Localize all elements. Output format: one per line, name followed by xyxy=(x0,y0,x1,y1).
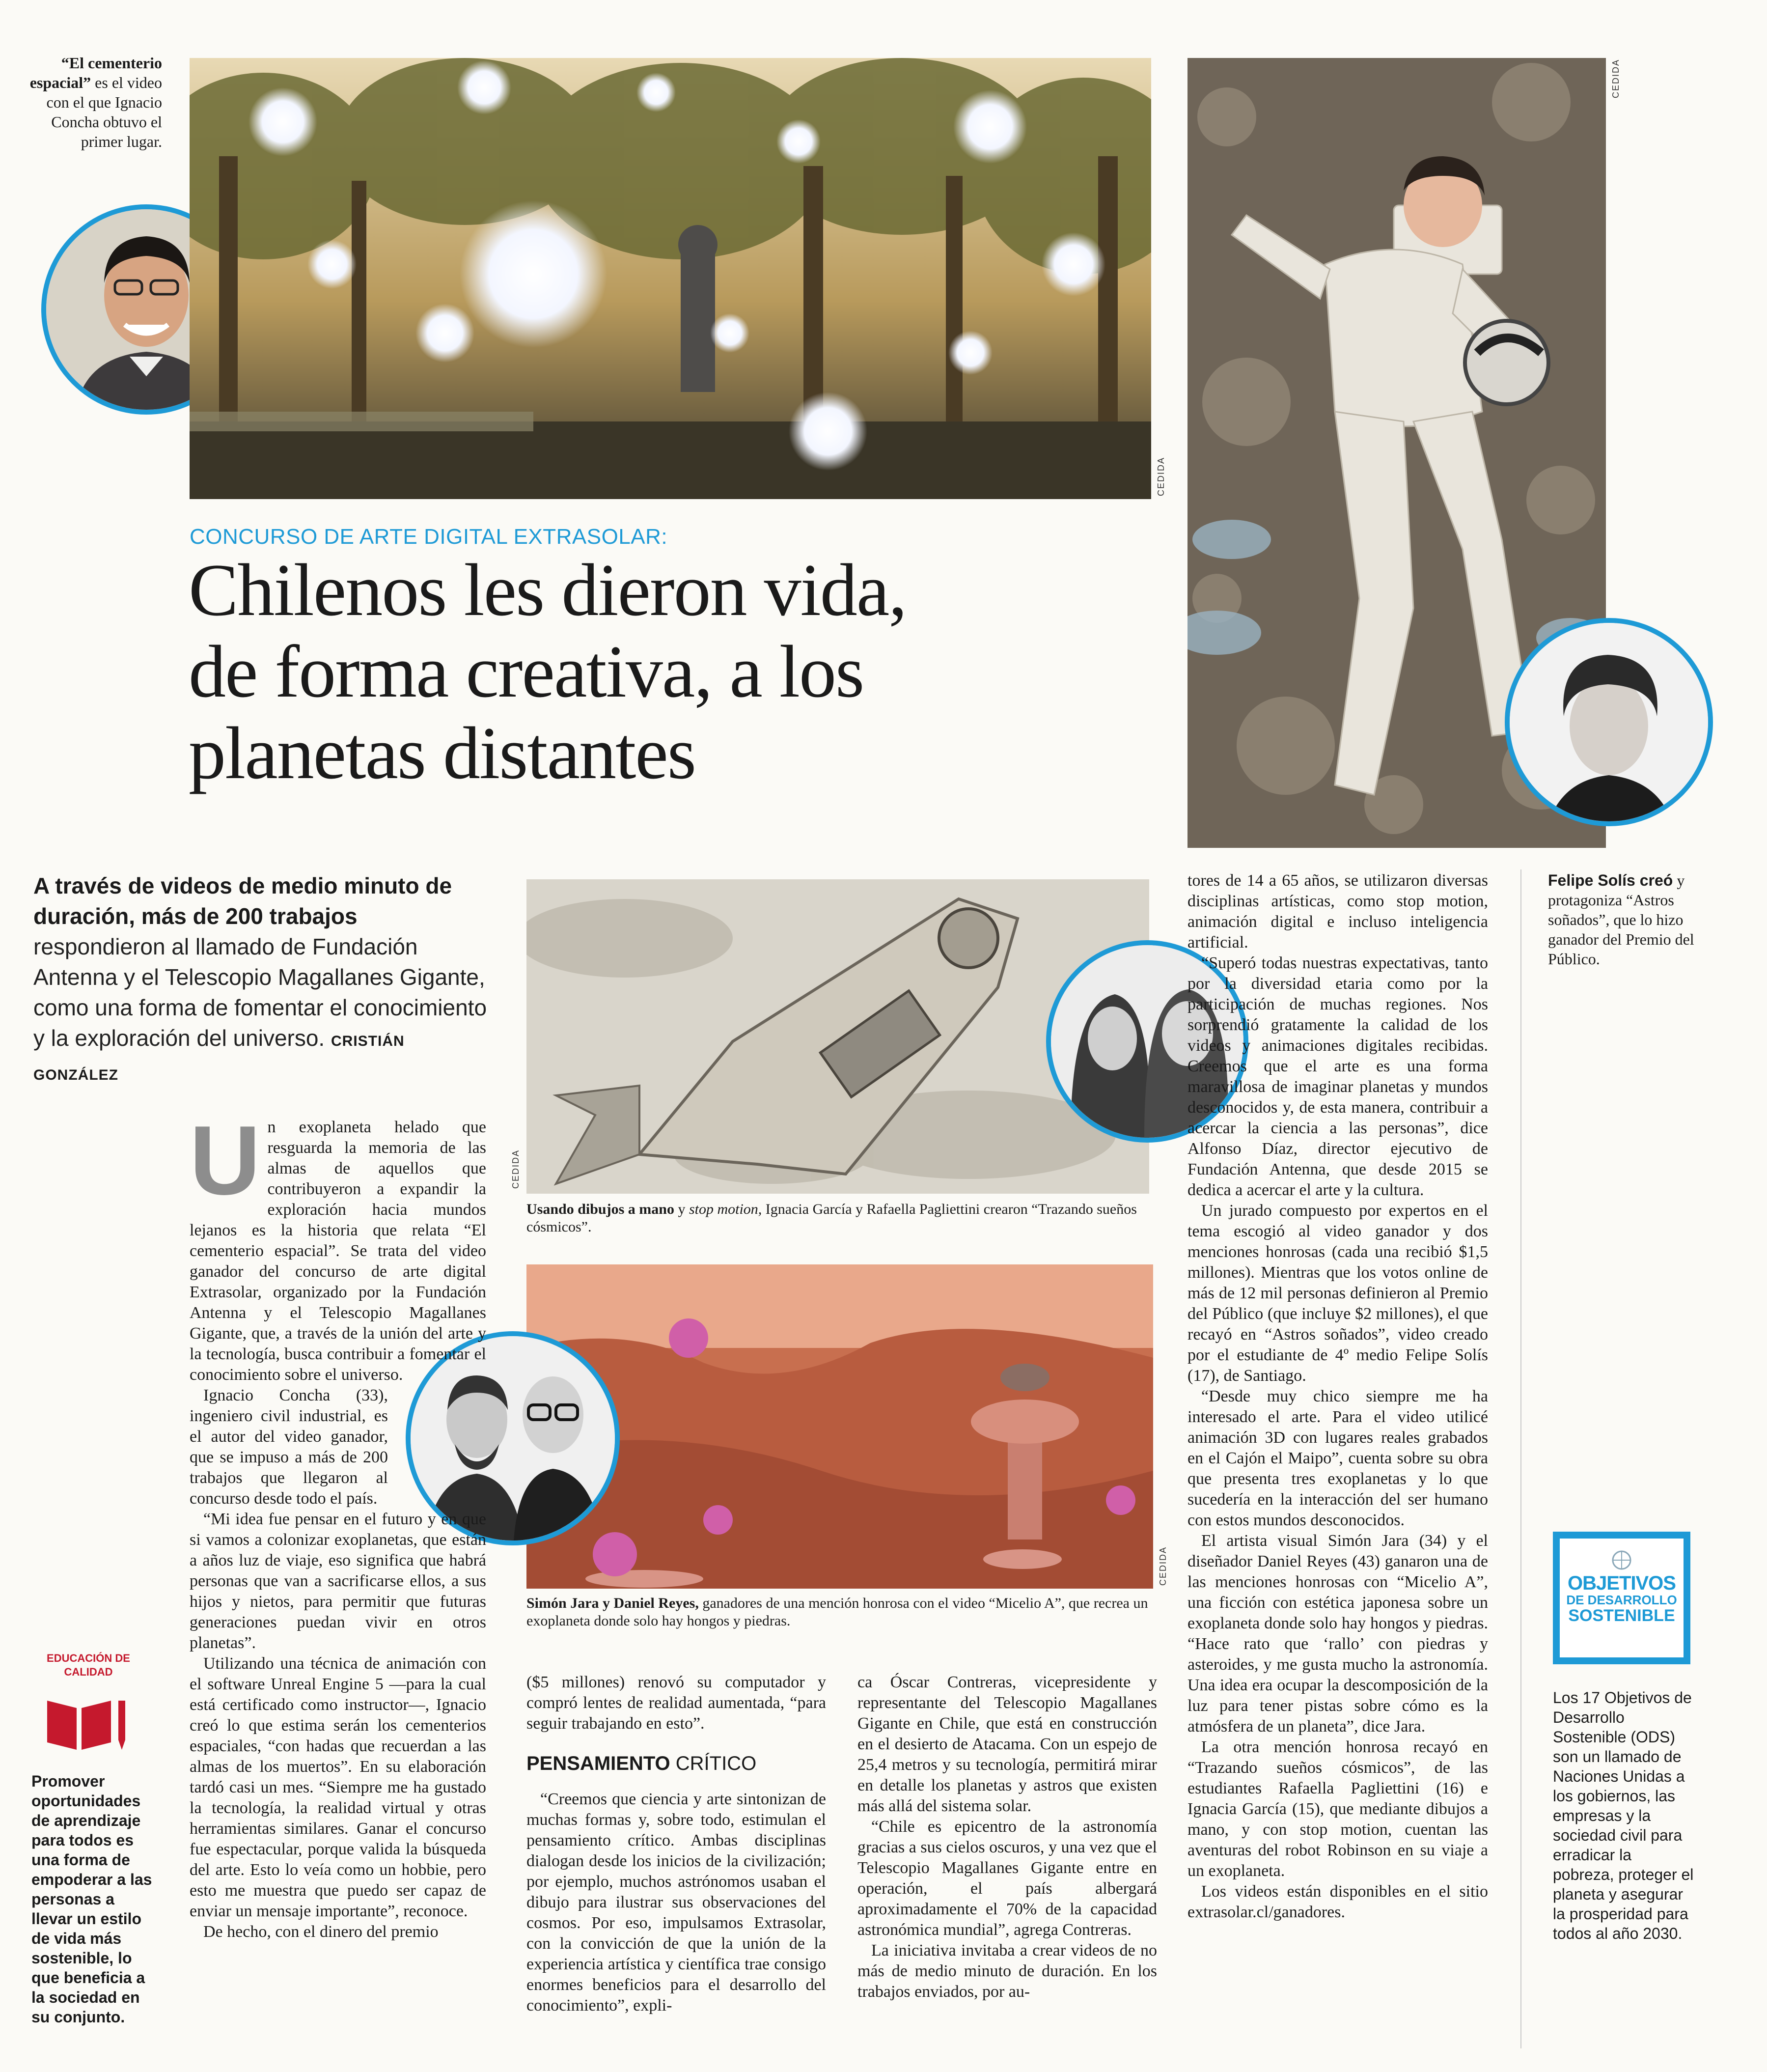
caption-rocket-y: y xyxy=(678,1201,686,1217)
col4-paragraph-1: tores de 14 a 65 años, se utilizaron diversas disciplinas artísticas, como stop motion, animación digital e incluso inteligencia artificial. xyxy=(1187,871,1488,952)
article-column-2 xyxy=(526,1672,826,2016)
ods-education-tag-text: EDUCACIÓN DE CALIDAD xyxy=(47,1652,130,1678)
col4-paragraph-3: Un jurado compuesto por expertos en el tema escogió al video ganador y dos menciones honrosas (cada una recibió $1,5 millones). Mientras que los votos online de más de 12 mil personas definieron al Premio del Público (que incluye $2 millones), el que recayó en “Astros soñados”, video creado por el estudiante de 4º medio Felipe Solís (17), de Santiago. xyxy=(1187,1202,1488,1385)
education-book-icon xyxy=(42,1696,131,1755)
mars-landscape xyxy=(526,1264,1153,1589)
ods-education-tag xyxy=(44,1652,133,1679)
caption-rocket-text: Ignacia García y Rafaella Pagliettini crearon “Trazando sueños cósmicos”. xyxy=(526,1201,1137,1235)
article-column-4 xyxy=(1187,870,1488,1923)
col1-paragraph-5: De hecho, con el dinero del premio xyxy=(203,1923,439,1941)
top-left-caption-text: es el video con el que Ignacio Concha obtuvo el primer lugar. xyxy=(46,74,162,150)
photo-credit-right: CEDIDA xyxy=(1611,58,1621,98)
caption-mars-text: ganadores de una mención honrosa con el video “Micelio A”, que recrea un exoplaneta donde solo hay hongos y piedras. xyxy=(526,1595,1148,1629)
photo-cementerio-espacial xyxy=(190,58,1151,499)
col1-paragraph-2: Ignacio Concha (33), ingeniero civil industrial, es el autor del video ganador, que se impuso a más de 200 trabajos que llegaron al concurso desde todo el país. xyxy=(190,1386,388,1508)
right-caption-bold: Felipe Solís creó xyxy=(1548,871,1673,889)
photo-credit-top: CEDIDA xyxy=(1156,456,1166,496)
headline-line-1: Chilenos les dieron vida, xyxy=(189,549,907,631)
col3-paragraph-3: La iniciativa invitaba a crear videos de no más de medio minuto de duración. En los trabajos enviados, por au- xyxy=(857,1941,1157,2001)
subhead-rest: CRÍTICO xyxy=(675,1753,757,1774)
right-caption-text: y protagoniza “Astros soñados”, que lo hizo ganador del Premio del Público. xyxy=(1548,871,1694,968)
deck-bold: A través de videos de medio minuto de duración, más de 200 trabajos xyxy=(33,873,452,929)
col1-paragraph-3: “Mi idea fue pensar en el futuro y en que si vamos a colonizar exoplanetas, que están a años luz de viaje, eso significa que habrá personas que van a sacrificarse ellos, a sus hijos y nietos, para permitir que futuras generaciones puedan vivir en otros planetas”. xyxy=(190,1510,486,1652)
book-icon xyxy=(42,1696,131,1755)
headline-line-2: de forma creativa, a los xyxy=(189,630,864,713)
headline-line-3: planetas distantes xyxy=(189,712,695,794)
caption-rocket-italic: stop motion, xyxy=(689,1201,762,1217)
article-column-1 xyxy=(190,1106,486,1942)
article-column-3 xyxy=(857,1672,1157,2002)
photo-credit-mars: CEDIDA xyxy=(1158,1546,1168,1586)
ods-left-text: Promover oportunidades de aprendizaje para todos es una forma de empoderar a las personas a llevar un estilo de vida más sostenible, lo que beneficia a la sociedad en su conjunto. xyxy=(31,1772,152,2026)
col2-paragraph-1: ($5 millones) renovó su computador y compró lentes de realidad aumentada, “para seguir trabajando en esto”. xyxy=(526,1673,826,1733)
caption-mars-bold: Simón Jara y Daniel Reyes, xyxy=(526,1595,699,1611)
col4-paragraph-2: “Superó todas nuestras expectativas, tanto por la diversidad etaria como por la participación de muchas regiones. Nos sorprendió gratamente la calidad de los videos y animaciones digitales recibidas. Creemos que el arte es una forma maravillosa de imaginar planetas y mundos desconocidos y, de esta manera, contribuir a acercar la ciencia a las personas”, dice Alfonso Díaz, director ejecutivo de Fundación Antenna, que desde 2015 se dedica a acercar el arte y la cultura. xyxy=(1187,954,1488,1199)
col3-paragraph-2: “Chile es epicentro de la astronomía gracias a sus cielos oscuros, y una vez que el Telescopio Magallanes Gigante entre en operación, el país albergará aproximadamente el 70% de la capacidad astronómica mundial”, agrega Contreras. xyxy=(857,1818,1157,1939)
deck xyxy=(33,870,490,1091)
col3-paragraph-1: ca Óscar Contreras, vicepresidente y representante del Telescopio Magallanes Gigante en Chile, que está en construcción en el desierto de Atacama. Con un espejo de 25,4 metros y su tecnología, permitirá mirar en detalle los planetas y astros que existen más allá del sistema solar. xyxy=(857,1673,1157,1815)
ods-logo-line1: OBJETIVOS xyxy=(1568,1572,1676,1594)
portrait-face-icon xyxy=(1510,623,1708,821)
deck-text: respondieron al llamado de Fundación Antenna y el Telescopio Magallanes Gigante, como una forma de fomentar el conocimiento y la exploración del universo. xyxy=(33,934,487,1051)
photo-credit-rocket: CEDIDA xyxy=(511,1149,521,1189)
byline: CRISTIÁN GONZÁLEZ xyxy=(33,1033,405,1083)
top-left-caption xyxy=(29,53,162,151)
ods-logo-line3: SOSTENIBLE xyxy=(1568,1606,1675,1625)
subhead-pensamiento-critico xyxy=(526,1752,826,1775)
sidebar-divider-right xyxy=(1520,869,1521,2048)
ods-right-text: Los 17 Objetivos de Desarrollo Sostenible (ODS) son un llamado de Naciones Unidas a los gobiernos, las empresas y la sociedad civil para erradicar la pobreza, proteger el planeta y asegurar la prosperidad para todos al año 2030. xyxy=(1553,1689,1694,1942)
portrait-felipe-solis xyxy=(1505,618,1713,826)
col4-paragraph-4: “Desde muy chico siempre me ha interesado el arte. Para el video utilicé animación 3D con lugares reales grabados en el Cajón el Maipo”, cuenta sobre su obra que presenta tres exoplanetas y lo que sucedería en la interacción del ser humano con estos mundos desconocidos. xyxy=(1187,1387,1488,1529)
headline xyxy=(189,549,1181,794)
col2-paragraph-2: “Creemos que ciencia y arte sintonizan de muchas formas y, sobre todo, estimulan el pensamiento crítico. Ambas disciplinas dialogan desde los inicios de la civilización; por ejemplo, muchos astrónomos usaban el dibujo para ilustrar sus observaciones del cosmos. Por eso, impulsamos Extrasolar, con la convicción de que la unión de la experiencia artística y científica trae consigo enormes beneficios para el desarrollo del conocimiento”, expli- xyxy=(526,1790,826,2015)
col1-paragraph-4: Utilizando una técnica de animación con el software Unreal Engine 5 —para la cual está certificado como instructor—, Ignacio creó lo que estima serán los cementerios espaciales, “con hadas que recuerdan a las almas de los muertos”. En su elaboración tardó casi un mes. “Siempre me ha gustado la tecnología, la realidad virtual y otras herramientas similares. Ganar el concurso fue espectacular, porque valida la búsqueda del arte. Esto lo veía como un hobbie, pero esto me muestra que puedo ser capaz de enviar un mensaje importante”, reconoce. xyxy=(190,1654,486,1920)
dropcap: U xyxy=(190,1106,261,1215)
col1-paragraph-1: n exoplaneta helado que resguarda la memoria de las almas de aquellos que contribuyeron a expandir la exploración hacia mundos lejanos es la historia que relata “El cementerio espacial”. Se trata del video ganador del concurso de arte digital Extrasolar, organizado por la Fundación Antenna y el Telescopio Magallanes Gigante, que, a través de la unión del arte y la tecnología, busca contribuir a fomentar el conocimiento sobre el universo. xyxy=(190,1118,486,1384)
kicker: CONCURSO DE ARTE DIGITAL EXTRASOLAR: xyxy=(190,525,668,549)
right-caption xyxy=(1548,870,1695,969)
top-left-caption-bold: “El cementerio espacial” xyxy=(29,54,162,91)
ods-logo xyxy=(1553,1532,1690,1664)
fairy-forest-scene xyxy=(190,58,1151,499)
photo-micelio-a xyxy=(526,1264,1153,1589)
subhead-bold: PENSAMIENTO xyxy=(526,1753,670,1774)
caption-rocket-bold: Usando dibujos a mano xyxy=(526,1201,674,1217)
col4-paragraph-7: Los videos están disponibles en el sitio extrasolar.cl/ganadores. xyxy=(1187,1882,1488,1921)
ods-logo-line2: DE DESARROLLO xyxy=(1566,1593,1677,1607)
col4-paragraph-5: El artista visual Simón Jara (34) y el diseñador Daniel Reyes (43) ganaron una de las menciones honrosas con “Micelio A”, una ficción con estética japonesa sobre un exoplaneta donde solo hay hongos y piedras. “Hace rato que ‘rallo’ con piedras y asteroides, y me gusta mucho la astronomía. Una idea era ocupar la descomposición de la luz para tener pistas sobre cómo es la atmósfera de un planeta”, dice Jara. xyxy=(1187,1532,1488,1736)
un-emblem-icon xyxy=(1611,1549,1632,1571)
caption-rocket xyxy=(526,1201,1160,1236)
col4-paragraph-6: La otra mención honrosa recayó en “Trazando sueños cósmicos”, de las estudiantes Rafaella Pagliettini (16) e Ignacia García (15), que mediante dibujos a mano, y con stop motion, cuentan las aventuras del robot Robinson en su viaje a un exoplaneta. xyxy=(1187,1738,1488,1880)
caption-mars xyxy=(526,1595,1160,1630)
